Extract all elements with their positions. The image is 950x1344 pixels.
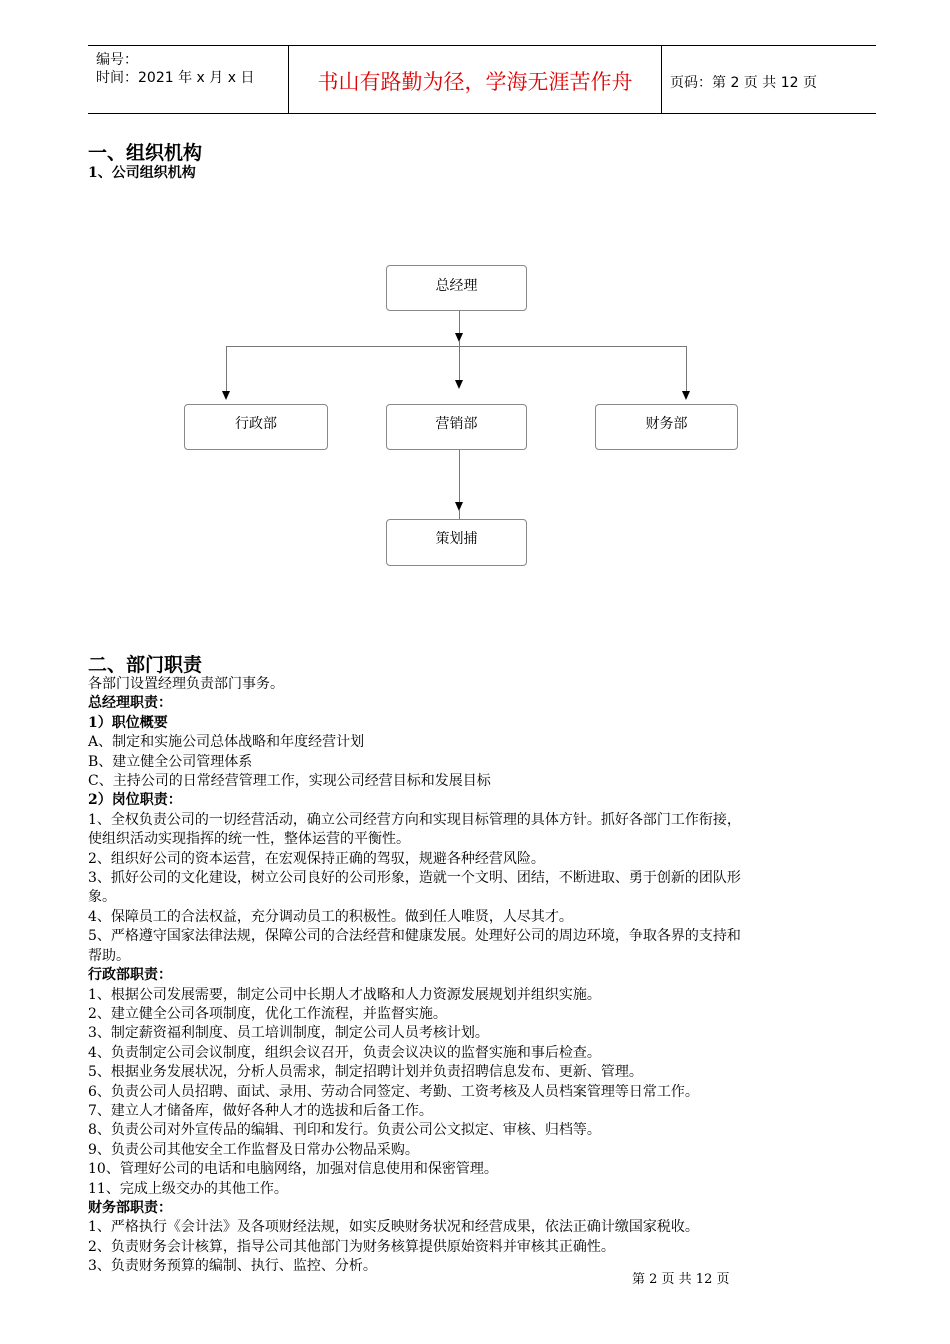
body-text-line: 2、建立健全公司各项制度，优化工作流程，并监督实施。 — [88, 1005, 447, 1022]
org-connector — [459, 346, 460, 380]
body-text-line: 3、制定薪资福利制度、员工培训制度，制定公司人员考核计划。 — [88, 1025, 489, 1042]
org-connector — [459, 510, 460, 519]
org-connector — [459, 311, 460, 335]
body-text-line: 4、保障员工的合法权益，充分调动员工的积极性。做到任人唯贤，人尽其才。 — [88, 908, 573, 925]
header-top-rule — [88, 45, 876, 46]
body-text-line: 3、抓好公司的文化建设，树立公司良好的公司形象，造就一个文明、团结，不断进取、勇于创新的团队形 — [88, 870, 741, 887]
org-arrow — [222, 391, 230, 400]
document-time-label: 时间：2021 年 x 月 x 日 — [96, 70, 255, 86]
page-footer: 第 2 页 共 12 页 — [632, 1272, 730, 1287]
org-node-marketing: 营销部 — [386, 404, 527, 450]
org-node-planning: 策划捕 — [386, 519, 527, 566]
body-text-line: 8、负责公司对外宣传品的编辑、刊印和发行。负责公司公文拟定、审核、归档等。 — [88, 1122, 601, 1139]
header-divider — [661, 45, 662, 114]
org-node-admin: 行政部 — [184, 404, 328, 450]
body-text-line: 7、建立人才储备库，做好各种人才的选拔和后备工作。 — [88, 1102, 433, 1119]
section-title: 一、组织机构 — [88, 142, 203, 164]
body-text-line: 9、负责公司其他安全工作监督及日常办公物品采购。 — [88, 1141, 419, 1158]
org-node-finance: 财务部 — [595, 404, 738, 450]
body-text-line: 使组织活动实现指挥的统一性，整体运营的平衡性。 — [88, 831, 410, 848]
org-arrow — [455, 380, 463, 389]
org-arrow — [682, 391, 690, 400]
org-node-root: 总经理 — [386, 265, 527, 311]
body-text-line: 1、根据公司发展需要，制定公司中长期人才战略和人力资源发展规划并组织实施。 — [88, 986, 601, 1003]
body-text-line: B、建立健全公司管理体系 — [88, 753, 253, 770]
header-bottom-rule — [88, 113, 876, 114]
body-text-line: 5、根据业务发展状况，分析人员需求，制定招聘计划并负责招聘信息发布、更新、管理。 — [88, 1064, 643, 1081]
body-text-line: 帮助。 — [88, 947, 130, 964]
header-page-label: 页码：第 2 页 共 12 页 — [670, 75, 817, 91]
org-connector — [226, 346, 227, 392]
body-text-line: A、制定和实施公司总体战略和年度经营计划 — [88, 734, 365, 751]
section-body — [88, 675, 878, 1277]
body-text-line: 10、管理好公司的电话和电脑网络，加强对信息使用和保密管理。 — [88, 1161, 498, 1178]
org-connector — [459, 450, 460, 502]
body-heading-line: 总经理职责： — [88, 695, 172, 712]
body-text-line: 1、全权负责公司的一切经营活动，确立公司经营方向和实现目标管理的具体方针。抓好各部门工作衔接， — [88, 811, 741, 828]
body-heading-line: 行政部职责： — [88, 967, 172, 984]
body-text-line: 象。 — [88, 889, 116, 906]
body-text-line: 3、负责财务预算的编制、执行、监控、分析。 — [88, 1258, 377, 1275]
body-heading-line: 财务部职责： — [88, 1199, 172, 1216]
section-title: 二、部门职责 — [88, 654, 203, 676]
body-text-line: 各部门设置经理负责部门事务。 — [88, 676, 284, 692]
body-text-line: C、主持公司的日常经营管理工作，实现公司经营目标和发展目标 — [88, 773, 491, 790]
body-text-line: 2、组织好公司的资本运营，在宏观保持正确的驾驭，规避各种经营风险。 — [88, 850, 545, 867]
body-text-line: 4、负责制定公司会议制度，组织会议召开，负责会议决议的监督实施和事后检查。 — [88, 1044, 601, 1061]
body-text-line: 6、负责公司人员招聘、面试、录用、劳动合同签定、考勤、工资考核及人员档案管理等日常工作。 — [88, 1083, 699, 1100]
org-connector — [686, 346, 687, 392]
body-text-line: 2、负责财务会计核算，指导公司其他部门为财务核算提供原始资料并审核其正确性。 — [88, 1238, 615, 1255]
org-connector — [226, 346, 687, 347]
body-text-line: 11、完成上级交办的其他工作。 — [88, 1180, 288, 1197]
body-heading-line: 2）岗位职责： — [88, 792, 182, 809]
header-motto: 书山有路勤为径，学海无涯苦作舟 — [317, 70, 633, 94]
body-text-line: 1、严格执行《会计法》及各项财经法规，如实反映财务状况和经营成果，依法正确计缴国家税收。 — [88, 1219, 699, 1236]
body-heading-line: 1）职位概要 — [88, 714, 168, 731]
section-subtitle: 1、公司组织机构 — [88, 165, 196, 181]
body-text-line: 5、严格遵守国家法律法规，保障公司的合法经营和健康发展。处理好公司的周边环境，争取各界的支持和 — [88, 928, 741, 945]
document-number-label: 编号： — [96, 52, 138, 68]
